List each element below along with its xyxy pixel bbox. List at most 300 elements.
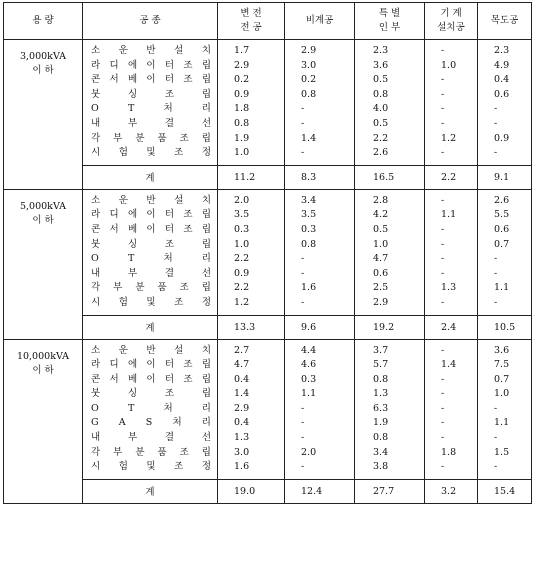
value-cell: - [494, 253, 498, 265]
work-item [91, 446, 211, 461]
work-item [91, 238, 211, 253]
value-cell: 0.9 [494, 132, 510, 144]
value-column [285, 40, 355, 166]
value-cell: 1.4 [301, 132, 317, 144]
work-item-char: 험 [118, 461, 128, 473]
value-column [218, 339, 285, 479]
value-cell: - [441, 267, 445, 279]
work-item-char: 리 [201, 103, 211, 115]
capacity-cell [4, 339, 83, 503]
work-item-char: 조 [174, 296, 184, 308]
work-item [91, 73, 211, 88]
work-item-char: 품 [157, 282, 167, 294]
work-item-char: 및 [146, 296, 156, 308]
work-item-char: 조 [174, 461, 184, 473]
work-item-char: 립 [201, 373, 211, 385]
work-item-char: 콘 [91, 373, 101, 385]
work-item [91, 102, 211, 117]
work-item-char: O [91, 253, 99, 265]
work-item-char: O [91, 402, 99, 414]
value-cell: 2.3 [373, 45, 389, 56]
value-cell: - [494, 402, 498, 414]
work-item-char: 조 [183, 223, 193, 235]
work-item-char: 분 [135, 132, 145, 144]
total-label: 계 [83, 479, 218, 503]
header-machine-installer-line1: 기 계 [440, 8, 462, 19]
value-column [478, 40, 532, 166]
value-cell: - [494, 117, 498, 129]
work-item [91, 460, 211, 475]
work-item [91, 344, 211, 359]
work-item-char: 립 [201, 446, 211, 458]
value-cell: - [494, 103, 498, 115]
work-item-char: 립 [201, 223, 211, 235]
total-value: 13.3 [218, 315, 285, 339]
header-scaffolder-line1: 비계공 [305, 15, 334, 26]
work-item-char: 조 [179, 446, 189, 458]
work-item-char: 정 [201, 296, 211, 308]
value-column [285, 339, 355, 479]
work-item-char: S [145, 417, 153, 429]
work-item-char: 베 [127, 223, 138, 235]
total-value: 15.4 [478, 479, 532, 503]
value-cell: - [441, 373, 445, 385]
value-cell: 3.4 [301, 194, 317, 206]
work-item [91, 223, 211, 238]
value-cell: - [441, 147, 445, 159]
work-item-char: 립 [201, 359, 211, 371]
work-item-char: 터 [164, 59, 175, 71]
work-item [91, 296, 211, 311]
value-cell: - [301, 117, 305, 129]
value-cell: 4.2 [373, 209, 389, 221]
work-item-char: 에 [127, 209, 138, 221]
work-item-char: 이 [146, 59, 156, 71]
work-item-char: 반 [146, 344, 156, 356]
value-column [478, 339, 532, 479]
work-item-char: 시 [91, 296, 101, 308]
total-value: 12.4 [285, 479, 355, 503]
total-value: 2.4 [425, 315, 478, 339]
value-cell: 2.9 [234, 59, 250, 71]
value-cell: 2.0 [301, 446, 317, 458]
value-cell: - [301, 432, 305, 444]
work-item-char: 베 [127, 74, 138, 86]
value-cell: 1.6 [234, 461, 250, 473]
work-item-char: 조 [183, 373, 193, 385]
value-cell: 0.5 [373, 117, 389, 129]
work-item-char: 에 [127, 59, 138, 71]
value-cell: 2.3 [494, 45, 510, 56]
value-cell: - [301, 253, 305, 265]
work-item [91, 88, 211, 103]
value-cell: 1.0 [234, 238, 250, 250]
section-row [4, 339, 532, 479]
work-item-list [83, 339, 218, 479]
value-cell: 3.6 [373, 59, 389, 71]
work-item-char: 이 [146, 359, 156, 371]
value-cell: 6.3 [373, 402, 389, 414]
value-cell: - [494, 147, 498, 159]
work-item-char: 라 [91, 359, 101, 371]
value-cell: - [301, 296, 305, 308]
work-item [91, 252, 211, 267]
work-item-char: 각 [91, 282, 101, 294]
capacity-text: 이 하 [32, 364, 54, 376]
value-cell: 0.3 [301, 373, 317, 385]
header-machine-installer-line2: 설치공 [437, 22, 465, 33]
work-item [91, 281, 211, 296]
work-item-char: A [118, 417, 126, 429]
section-row [4, 189, 532, 315]
total-value: 3.2 [425, 479, 478, 503]
value-cell: 0.6 [373, 267, 389, 279]
work-item-char: 조 [183, 74, 193, 86]
value-cell: 1.4 [441, 359, 457, 371]
work-item-char: 조 [164, 238, 175, 250]
capacity-cell [4, 189, 83, 339]
value-cell: 5.5 [494, 209, 510, 221]
header-electrician-line1: 변 전 [240, 8, 262, 19]
work-item-char: 이 [146, 209, 156, 221]
work-item-char: 치 [201, 344, 211, 356]
value-cell: 1.2 [234, 296, 250, 308]
work-item-char: 터 [164, 223, 175, 235]
work-item [91, 416, 211, 431]
value-cell: 1.0 [234, 147, 250, 159]
value-cell: 1.0 [441, 59, 457, 71]
value-cell: - [441, 103, 445, 115]
work-item-char: 부 [113, 282, 123, 294]
capacity-text: 이 하 [32, 214, 54, 226]
value-column [425, 189, 478, 315]
work-item-char: 조 [183, 209, 193, 221]
work-item-char: 시 [91, 461, 101, 473]
work-item-char: 부 [127, 117, 138, 129]
section-row [4, 40, 532, 166]
work-item-char: 이 [146, 223, 156, 235]
work-item-char: 디 [109, 59, 119, 71]
work-item-char: 에 [127, 359, 138, 371]
work-item-char: 시 [91, 147, 101, 159]
work-item-char: 조 [179, 282, 189, 294]
header-capacity: 용 량 [4, 3, 83, 40]
work-item-char: 선 [201, 117, 211, 129]
value-cell: 0.3 [234, 223, 250, 235]
value-cell: 0.9 [234, 267, 250, 279]
value-cell: 1.1 [301, 388, 317, 400]
total-value: 27.7 [355, 479, 425, 503]
work-item-char: 내 [91, 117, 101, 129]
total-value: 16.5 [355, 165, 425, 189]
work-item-char: 립 [201, 132, 211, 144]
header-electrician [218, 3, 285, 40]
work-item-char: 리 [201, 402, 211, 414]
work-item-char: 선 [201, 267, 211, 279]
total-value: 19.2 [355, 315, 425, 339]
work-item-char: 정 [201, 147, 211, 159]
work-item-char: 선 [201, 432, 211, 444]
value-cell: 2.9 [373, 296, 389, 308]
work-item [91, 59, 211, 74]
value-cell: 2.0 [234, 194, 250, 206]
work-item-char: 반 [146, 45, 156, 56]
value-cell: 1.3 [234, 432, 250, 444]
value-cell: - [441, 45, 445, 56]
header-work-type: 공 종 [83, 3, 218, 40]
value-cell: 2.7 [234, 344, 250, 356]
value-column [355, 189, 425, 315]
work-item-char: 조 [164, 388, 175, 400]
work-item-char: 터 [164, 373, 175, 385]
header-special-laborer [355, 3, 425, 40]
work-item [91, 132, 211, 147]
work-item [91, 373, 211, 388]
work-item-char: 운 [118, 45, 128, 56]
header-scaffolder [285, 3, 355, 40]
work-item-char: 및 [146, 461, 156, 473]
value-cell: 2.9 [234, 402, 250, 414]
work-item-char: 조 [183, 59, 193, 71]
work-item-char: 치 [201, 45, 211, 56]
work-item-char: 부 [127, 267, 138, 279]
value-column [218, 189, 285, 315]
work-item-char: O [91, 103, 99, 115]
work-item-char: 부 [113, 132, 123, 144]
value-cell: 1.6 [301, 282, 317, 294]
value-cell: - [301, 147, 305, 159]
value-cell: 2.5 [373, 282, 389, 294]
value-cell: - [441, 253, 445, 265]
work-item-char: 서 [109, 373, 119, 385]
work-item-char: 조 [179, 132, 189, 144]
value-cell: 1.8 [441, 446, 457, 458]
value-cell: - [494, 432, 498, 444]
value-cell: - [301, 461, 305, 473]
work-item-char: 설 [174, 194, 184, 206]
work-item-char: 결 [164, 267, 175, 279]
value-cell: 3.0 [234, 446, 250, 458]
work-item-char: 립 [201, 388, 211, 400]
work-item-char: 치 [201, 194, 211, 206]
value-cell: 3.5 [234, 209, 250, 221]
value-column [218, 40, 285, 166]
capacity-text: 5,000kVA [19, 200, 67, 212]
value-cell: 1.1 [494, 282, 510, 294]
work-item-char: 운 [118, 194, 128, 206]
value-cell: - [441, 388, 445, 400]
value-cell: 3.0 [301, 59, 317, 71]
work-item-char: 험 [118, 296, 128, 308]
work-item-char: 설 [174, 344, 184, 356]
value-cell: 0.7 [494, 373, 510, 385]
value-cell: 1.5 [494, 446, 510, 458]
value-cell: 1.0 [494, 388, 510, 400]
value-cell: 2.2 [234, 253, 250, 265]
work-item-char: 리 [201, 253, 211, 265]
value-cell: 1.7 [234, 45, 250, 56]
work-item-char: 반 [146, 194, 156, 206]
work-item [91, 402, 211, 417]
value-cell: 2.9 [301, 45, 317, 56]
value-cell: 0.4 [234, 417, 250, 429]
value-cell: 4.6 [301, 359, 317, 371]
work-item-char: 소 [91, 194, 101, 206]
work-item-char: 각 [91, 132, 101, 144]
value-cell: 4.7 [373, 253, 389, 265]
labor-rate-table [3, 2, 532, 504]
value-cell: - [494, 461, 498, 473]
total-label: 계 [83, 165, 218, 189]
work-item-char: 조 [183, 359, 193, 371]
header-carrier [478, 3, 532, 40]
work-item-char: 결 [164, 432, 175, 444]
header-special-laborer-line1: 특 별 [378, 8, 401, 19]
value-cell: 0.8 [301, 238, 317, 250]
capacity-text: 이 하 [32, 65, 54, 76]
header-special-laborer-line2: 인 부 [378, 22, 401, 33]
work-item-char: 각 [91, 446, 101, 458]
value-cell: - [301, 267, 305, 279]
value-cell: 2.6 [373, 147, 389, 159]
work-item-char: 라 [91, 209, 101, 221]
value-cell: - [441, 238, 445, 250]
total-value: 9.1 [478, 165, 532, 189]
work-item-char: 내 [91, 432, 101, 444]
work-item [91, 431, 211, 446]
value-cell: 0.6 [494, 223, 510, 235]
value-column [425, 40, 478, 166]
value-cell: 1.0 [373, 238, 389, 250]
value-cell: 7.5 [494, 359, 510, 371]
work-item-char: 리 [201, 417, 211, 429]
value-cell: 2.2 [373, 132, 389, 144]
value-cell: - [441, 296, 445, 308]
value-cell: 4.9 [494, 59, 510, 71]
value-cell: 1.3 [373, 388, 389, 400]
work-item-char: 및 [146, 147, 156, 159]
value-cell: 3.8 [373, 461, 389, 473]
value-cell: - [441, 223, 445, 235]
work-item-char: T [127, 402, 135, 414]
work-item-char: 정 [201, 461, 211, 473]
work-item-char: 디 [109, 359, 119, 371]
work-item [91, 117, 211, 132]
value-cell: 3.7 [373, 344, 389, 356]
value-cell: - [441, 344, 445, 356]
value-cell: 0.4 [494, 74, 510, 86]
work-item [91, 44, 211, 59]
work-item-char: 내 [91, 267, 101, 279]
value-cell: 1.8 [234, 103, 250, 115]
value-column [285, 189, 355, 315]
total-value: 10.5 [478, 315, 532, 339]
work-item-char: 소 [91, 344, 101, 356]
work-item-char: 붓 [91, 388, 101, 400]
work-item-char: 이 [146, 74, 156, 86]
work-item-char: 서 [109, 223, 119, 235]
value-cell: 0.2 [234, 74, 250, 86]
work-item-char: 립 [201, 88, 211, 100]
work-item-char: 립 [201, 59, 211, 71]
work-item-char: 콘 [91, 74, 101, 86]
value-cell: - [441, 461, 445, 473]
work-item-char: 소 [91, 45, 101, 56]
work-item-char: 분 [135, 446, 145, 458]
work-item-char: 처 [163, 253, 173, 265]
work-item-char: 싱 [127, 88, 138, 100]
total-row [4, 165, 532, 189]
value-cell: 0.5 [373, 223, 389, 235]
value-cell: 0.8 [373, 88, 389, 100]
work-item-char: T [127, 253, 135, 265]
value-cell: 0.8 [234, 117, 250, 129]
total-value: 11.2 [218, 165, 285, 189]
work-item-char: 품 [157, 132, 167, 144]
value-cell: 2.6 [494, 194, 510, 206]
work-item-char: 부 [113, 446, 123, 458]
value-cell: 1.2 [441, 132, 457, 144]
value-column [478, 189, 532, 315]
value-cell: 4.4 [301, 344, 317, 356]
work-item-char: 결 [164, 117, 175, 129]
value-column [355, 40, 425, 166]
value-cell: 1.9 [373, 417, 389, 429]
work-item-char: G [91, 417, 99, 429]
value-cell: 5.7 [373, 359, 389, 371]
value-cell: 4.0 [373, 103, 389, 115]
value-cell: 1.3 [441, 282, 457, 294]
work-item-char: 처 [163, 103, 173, 115]
value-cell: 0.5 [373, 74, 389, 86]
work-item [91, 267, 211, 282]
work-item-char: 라 [91, 59, 101, 71]
total-value: 2.2 [425, 165, 478, 189]
header-row [4, 3, 532, 40]
work-item-char: 부 [127, 432, 138, 444]
work-item-char: 처 [172, 417, 182, 429]
value-cell: 1.4 [234, 388, 250, 400]
header-machine-installer [425, 3, 478, 40]
work-item-char: 터 [164, 74, 175, 86]
value-cell: - [441, 417, 445, 429]
work-item [91, 194, 211, 209]
value-cell: 0.3 [301, 223, 317, 235]
capacity-text: 10,000kVA [16, 350, 70, 362]
value-cell: 3.5 [301, 209, 317, 221]
work-item-list [83, 189, 218, 315]
work-item [91, 208, 211, 223]
work-item-char: 처 [163, 402, 173, 414]
capacity-cell [4, 40, 83, 190]
value-cell: 4.7 [234, 359, 250, 371]
work-item-char: 설 [174, 45, 184, 56]
header-electrician-line2: 전 공 [240, 22, 262, 33]
value-cell: 0.7 [494, 238, 510, 250]
work-item-char: 조 [174, 147, 184, 159]
work-item-char: 싱 [127, 238, 138, 250]
work-item-char: 이 [146, 373, 156, 385]
value-cell: - [441, 117, 445, 129]
work-item-char: T [127, 103, 135, 115]
value-cell: 0.9 [234, 88, 250, 100]
value-cell: - [301, 417, 305, 429]
work-item-char: 립 [201, 74, 211, 86]
value-cell: - [441, 194, 445, 206]
work-item-char: 분 [135, 282, 145, 294]
value-cell: 0.2 [301, 74, 317, 86]
work-item-char: 립 [201, 209, 211, 221]
